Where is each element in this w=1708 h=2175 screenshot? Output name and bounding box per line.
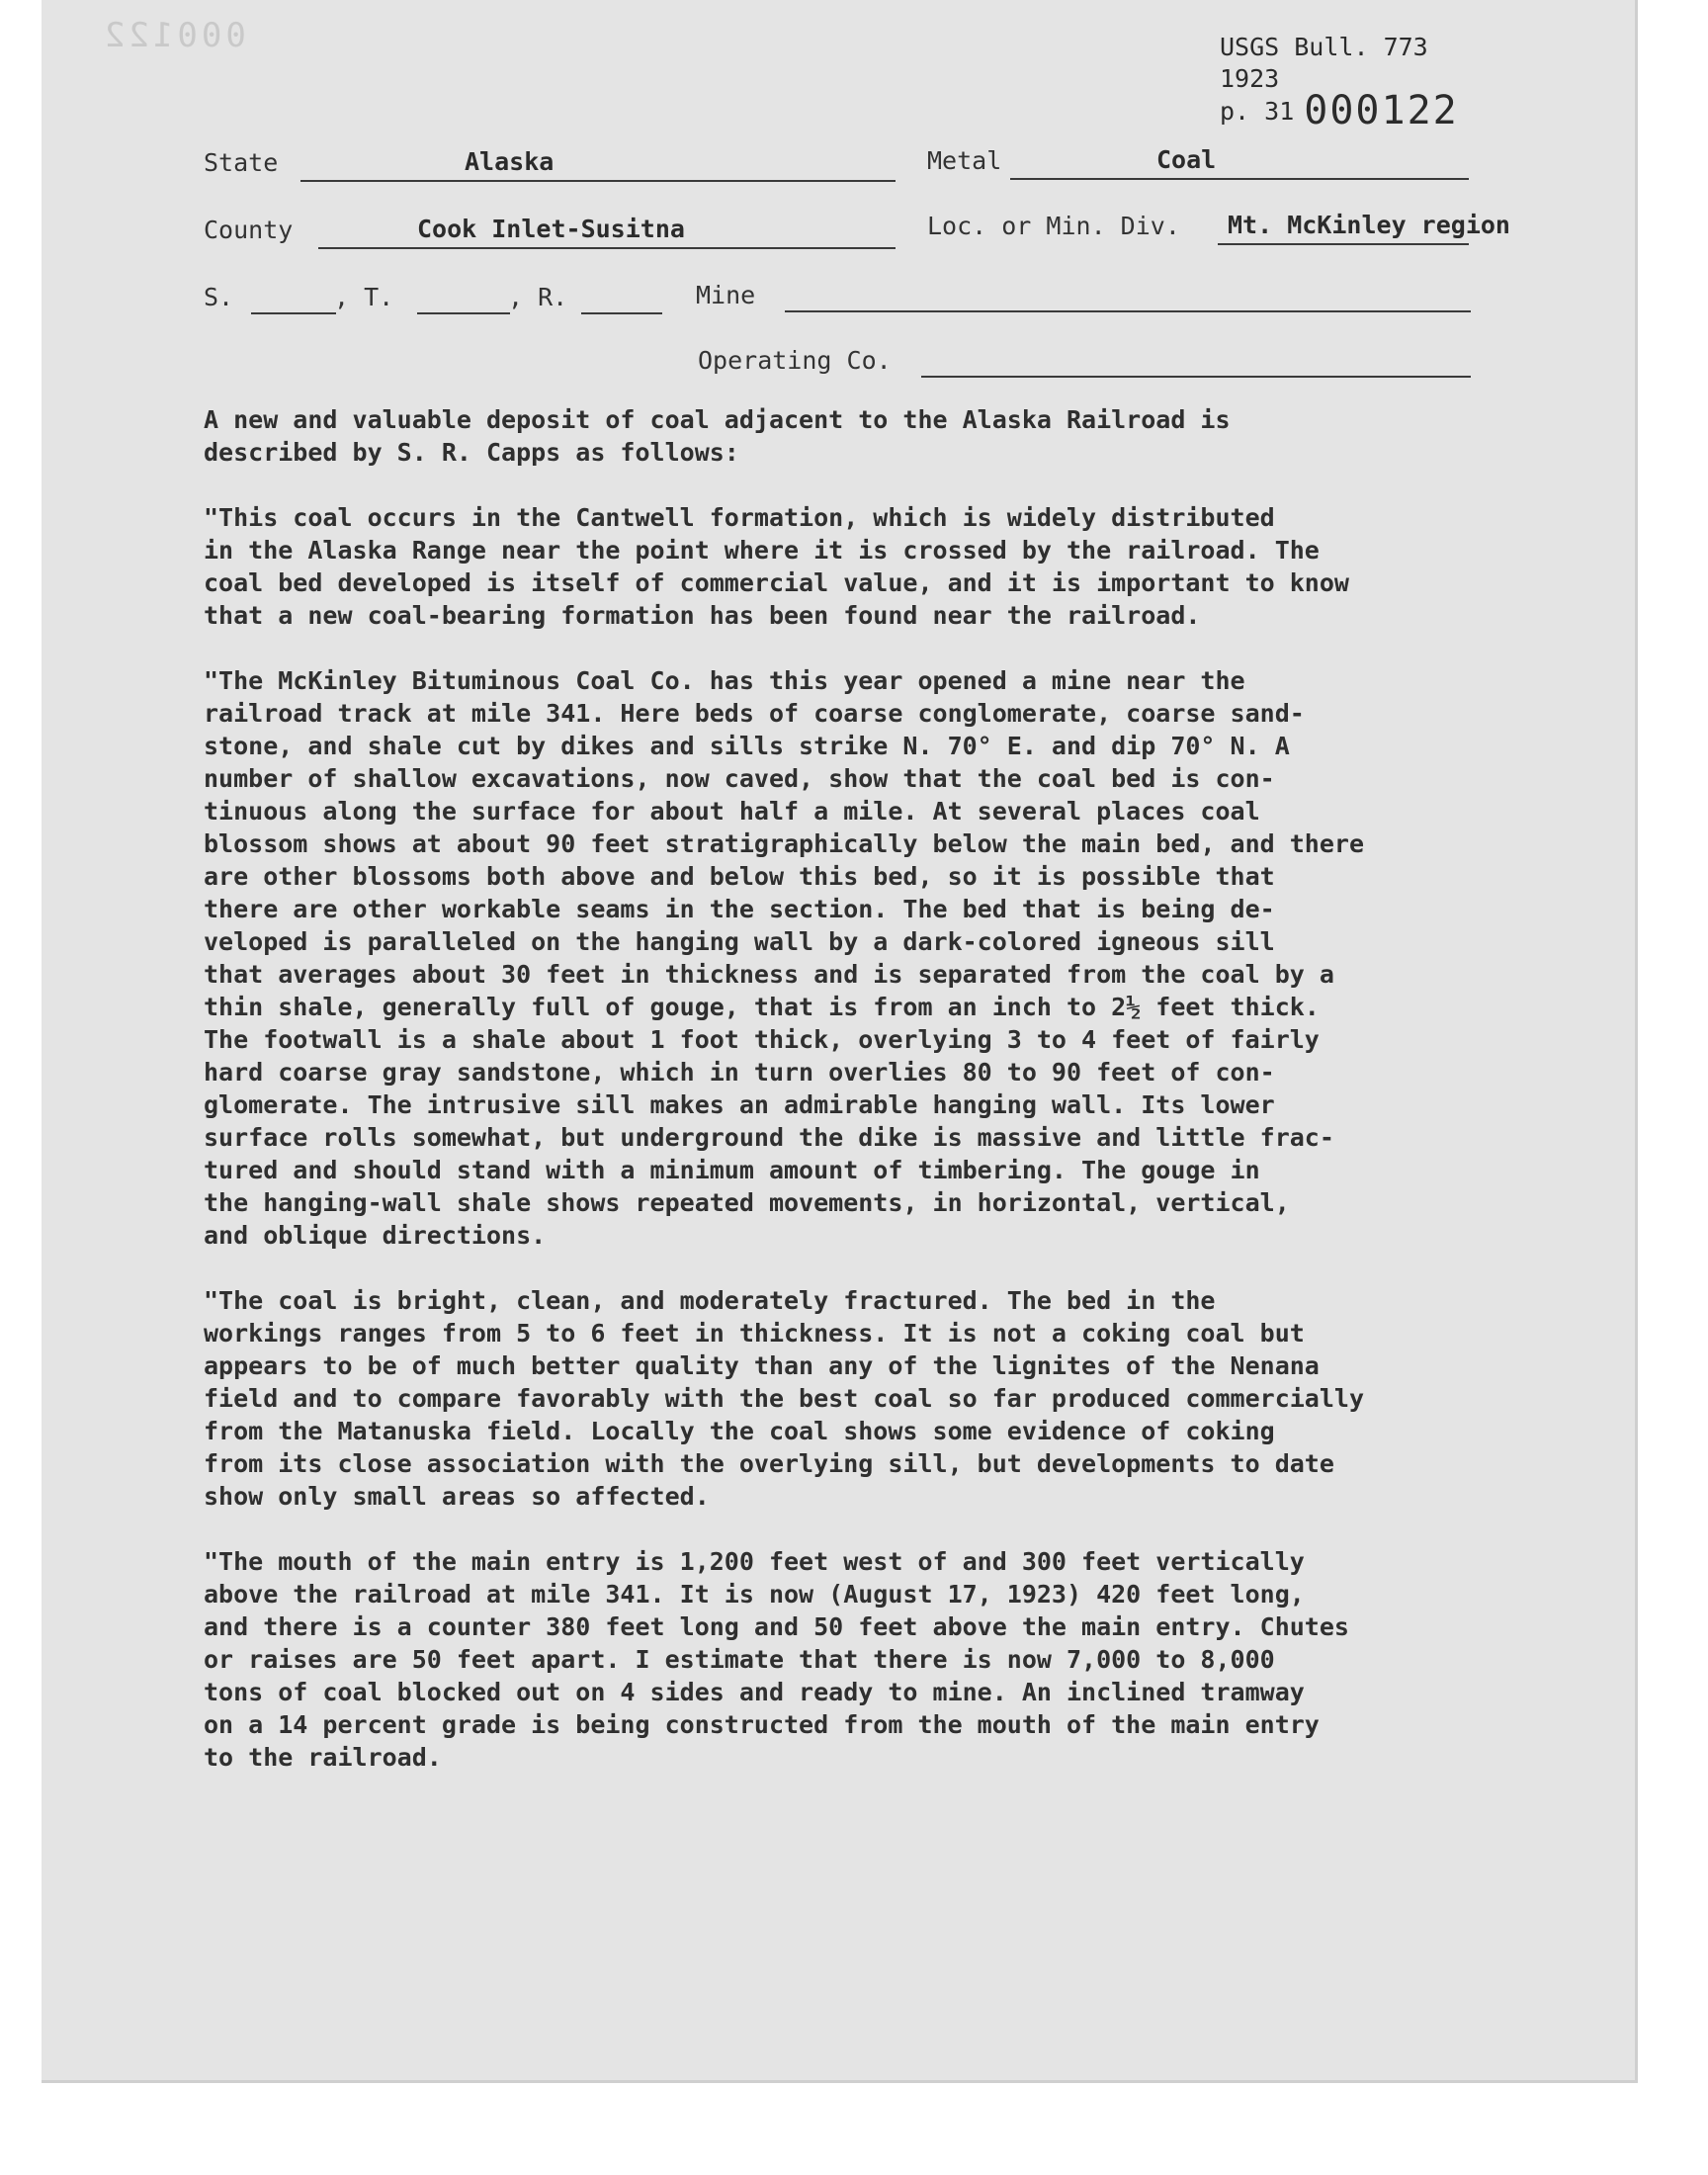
paragraph-main-entry: "The mouth of the main entry is 1,200 feet west of and 300 feet vertically above the railroad at mile 341. It is now (August 17, 1923) 420 feet long, and there is a counter 380 feet long and 50 feet above the main entry. Chutes or raises are 50 feet apart. I estimate that there is now 7,000 to 8,000 tons of coal blocked out on 4 sides and ready to mine. An inclined tramway on a 14 percent grade is being constructed from the mouth of the main entry to the railroad. xyxy=(204,1547,1349,1772)
loc-label: Loc. or Min. Div. xyxy=(927,212,1180,240)
paragraph-intro: A new and valuable deposit of coal adjacent to the Alaska Railroad is described by S. R. Capps as follows: xyxy=(204,405,1231,467)
faint-reverse-stamp: 000122 xyxy=(101,16,246,55)
document-number-stamp: 000122 xyxy=(1304,88,1459,133)
reference-page: p. 31 xyxy=(1220,97,1295,126)
mine-label: Mine xyxy=(696,281,756,309)
metal-value: Coal xyxy=(1156,145,1217,174)
county-label: County xyxy=(204,216,294,244)
paragraph-coal-quality: "The coal is bright, clean, and moderately fractured. The bed in the workings ranges from 5 to 6 feet in thickness. It is not a coking coal but appears to be of much better quality than any of the lignites of the Nenana field and to compare favorably with the best coal so far produced commercially from the Matanuska field. Locally the coal shows some evidence of coking from its close association with the overlying sill, but developments to date show only small areas so affected. xyxy=(204,1286,1364,1511)
loc-field xyxy=(1218,210,1510,245)
loc-value: Mt. McKinley region xyxy=(1228,211,1510,239)
state-value: Alaska xyxy=(465,147,555,176)
section-blank xyxy=(251,283,336,314)
county-field xyxy=(318,214,896,249)
paragraph-mine-description: "The McKinley Bituminous Coal Co. has this year opened a mine near the railroad track at mile 341. Here beds of coarse conglomerate, coarse sand- stone, and shale cut by dikes and sills strike N. 70° E. and dip 70° N. A number of shallow excavations, now caved, show that the coal bed is con- tinuous along the surface for about half a mile. At several places coal blossom shows at about 90 feet stratigraphically below the main bed, and there are other blossoms both above and below this bed, so it is possible that there are other workable seams in the section. The bed that is being de- veloped is paralleled on the hanging wall by a dark-colored igneous sill that averages about 30 feet in thickness and is separated from the coal by a thin shale, generally full of gouge, that is from an inch to 2½ feet thick. The footwall is a shale about 1 foot thick, overlying 3 to 4 feet of fairly hard coarse gray sandstone, which in turn overlies 80 to 90 feet of con- glomerate. The intrusive sill makes an admirable hanging wall. Its lower surface rolls somewhat, but underground the dike is massive and little frac- tured and should stand with a minimum amount of timbering. The gouge in the hanging-wall shale shows repeated movements, in horizontal, vertical, and oblique directions. xyxy=(204,666,1364,1250)
operating-co-blank xyxy=(921,346,1471,378)
reference-page-line xyxy=(1220,88,1459,133)
township-label: , T. xyxy=(334,283,394,311)
operating-co-label: Operating Co. xyxy=(698,346,892,375)
metal-label: Metal xyxy=(927,146,1002,175)
county-value: Cook Inlet-Susitna xyxy=(417,215,685,243)
body-text xyxy=(204,403,1548,1806)
reference-year: 1923 xyxy=(1220,64,1280,93)
range-blank xyxy=(581,283,662,314)
township-blank xyxy=(417,283,510,314)
state-label: State xyxy=(204,148,279,177)
metal-field xyxy=(1010,144,1469,180)
reference-bulletin: USGS Bull. 773 xyxy=(1220,33,1428,61)
range-label: , R. xyxy=(508,283,568,311)
paragraph-formation: "This coal occurs in the Cantwell formation, which is widely distributed in the Alaska Range near the point where it is crossed by the railroad. The coal bed developed is itself of commercial value, and it is important to know that a new coal-bearing formation has been found near the railroad. xyxy=(204,503,1349,630)
mine-blank xyxy=(785,281,1471,312)
section-label: S. xyxy=(204,283,234,311)
reference-block xyxy=(1220,32,1459,133)
state-field xyxy=(300,146,896,182)
